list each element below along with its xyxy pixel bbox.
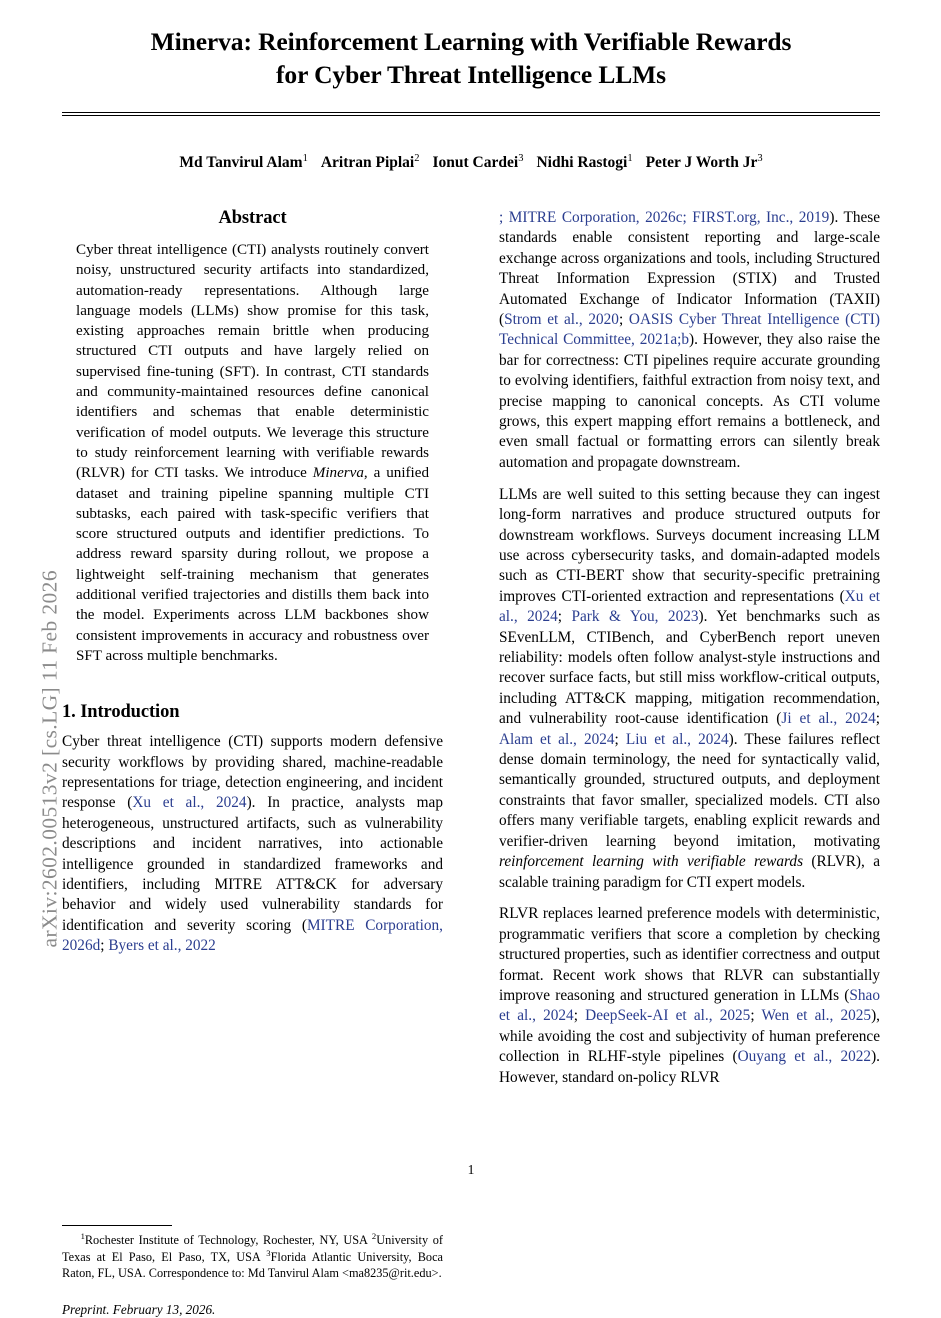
footnote-marker-1: 1 — [80, 1231, 85, 1241]
abstract-text — [62, 240, 443, 666]
preprint-notice: Preprint. February 13, 2026. — [62, 1302, 216, 1318]
citation-link[interactable]: Liu et al., 2024 — [625, 730, 729, 748]
intro-emphasis: reinforcement learning with verifiable rewards — [499, 853, 804, 871]
affiliation-2: University of Texas at El Paso, El Paso, TX, USA — [62, 1233, 443, 1265]
citation-link[interactable]: FIRST.org, Inc., 2019 — [692, 209, 830, 226]
text-run: ; — [618, 311, 629, 329]
citation-link[interactable]: Xu et al., 2024 — [132, 794, 247, 812]
author-list — [62, 151, 880, 172]
citation-link[interactable]: Ouyang et al., 2022 — [737, 1048, 872, 1066]
abstract-emphasis: Minerva — [312, 465, 364, 482]
text-run: ). Yet benchmarks such as SEvenLLM, CTIBench, and CyberBench report uneven reliability: models often follow analyst-style instructions and recover surface facts, but still miss workflow-critical outputs, including ATT&CK mapping, mitigation recommendation, and vulnerability root-cause identification ( — [499, 608, 880, 728]
text-run: ; — [557, 608, 572, 626]
title-rule-thick — [62, 112, 880, 113]
text-run: ). However, they also raise the bar for correctness: CTI pipelines require accurate grounding to evolving identifiers, faithful extraction from noisy text, and precise mapping to canonical concepts. As CTI volume grows, this expert mapping effort remains a bottleneck, and even small factual or formatting errors can silently break automation and propagate downstream. — [499, 331, 880, 471]
citation-link[interactable]: Shao et al., 2024 — [499, 987, 880, 1025]
citation-link[interactable]: Byers et al., 2022 — [108, 937, 216, 955]
footnote-block — [62, 1225, 443, 1318]
affiliation-footnote — [62, 1231, 443, 1281]
abstract-heading: Abstract — [218, 208, 287, 228]
text-run: ). However, standard on-policy RLVR — [499, 1048, 880, 1086]
author-affiliation-marker: 1 — [302, 152, 308, 164]
text-run: RLVR replaces learned preference models with deterministic, programmatic verifiers that score a completion by checking structured properties, such as identifier correctness and output format. Recent work shows that RLVR can substantially improve reasoning and structured generation in LLMs ( — [499, 905, 880, 1005]
citation-link[interactable]: Park & You, 2023 — [571, 608, 699, 626]
author-entry — [321, 154, 420, 171]
citation-link[interactable]: Wen et al., 2025 — [761, 1007, 872, 1025]
text-run: ; — [100, 937, 109, 955]
affiliation-1: Rochester Institute of Technology, Rochester, NY, USA — [84, 1233, 372, 1248]
author-name: Ionut Cardei — [432, 153, 519, 171]
citation-link: ; — [499, 209, 509, 226]
intro-paragraph-1-continued — [499, 208, 880, 473]
page-number: 1 — [467, 1162, 475, 1177]
citation-link[interactable]: Alam et al., 2024 — [499, 730, 615, 748]
paper-page — [62, 0, 881, 1318]
title-rule-thin — [62, 115, 880, 116]
citation-link[interactable]: b — [681, 331, 690, 349]
author-affiliation-marker: 2 — [414, 152, 420, 164]
author-name: Nidhi Rastogi — [536, 153, 628, 171]
title-line-1: Minerva: Reinforcement Learning with Verifiable Rewards — [150, 27, 792, 56]
author-name: Peter J Worth Jr — [645, 153, 758, 171]
page-title — [62, 26, 880, 91]
text-run: ; — [677, 331, 682, 349]
text-run: ). These failures reflect dense domain terminology, the need for syntactically valid, semantically grounded, structured outputs, and deployment constraints that favor smaller, specialized models. CTI also offers many verifiable targets, enabling explicit rewards and verifier-driven learning beyond imitation, motivating — [499, 730, 880, 850]
abstract-part-1: Cyber threat intelligence (CTI) analysts routinely convert noisy, unstructured security artifacts into standardized, automation-ready representations. Although large language models (LLMs) show promise for this task, existing approaches remain brittle when producing structured CTI outputs and have largely relied on supervised fine-tuning (SFT). In contrast, CTI standards and community-maintained resources define canonical identifiers and schemas that enable deterministic verification of model outputs. We leverage this structure to study reinforcement learning with verifiable rewards (RLVR) for CTI tasks. We introduce — [76, 242, 429, 482]
author-entry — [536, 154, 632, 171]
footnote-marker-2: 2 — [371, 1231, 377, 1241]
arxiv-identifier-stamp: arXiv:2602.00513v2 [cs.LG] 11 Feb 2026 — [37, 570, 62, 948]
citation-link[interactable]: Strom et al., 2020 — [504, 311, 619, 329]
citation-link[interactable]: MITRE Corporation, 2026d — [62, 916, 443, 955]
author-entry — [646, 154, 763, 171]
intro-paragraph-1 — [62, 732, 443, 956]
text-run: ; — [750, 1007, 762, 1025]
text-run: ; — [875, 710, 880, 728]
text-run: ; — [614, 730, 626, 748]
author-name: Aritran Piplai — [320, 153, 415, 171]
author-affiliation-marker: 1 — [627, 152, 633, 164]
text-run: ; — [573, 1007, 586, 1025]
author-name: Md Tanvirul Alam — [179, 153, 303, 171]
text-run: LLMs are well suited to this setting because they can ingest long-form narratives and produce structured outputs for downstream workflows. Surveys document increasing LLM use across cybersecurity tasks, and domain-adapted models such as CTI-BERT show that security-specific pretraining improves CTI-oriented extraction and representations ( — [499, 485, 880, 605]
affiliation-3: Florida Atlantic University, Boca Raton, FL, USA. Correspondence to: Md Tanvirul Alam <ma8235@rit.edu>. — [62, 1250, 443, 1281]
right-column — [499, 208, 880, 1100]
footnote-marker-3: 3 — [266, 1248, 271, 1259]
intro-paragraph-3 — [499, 904, 880, 1088]
intro-paragraph-2 — [499, 485, 880, 893]
text-run: ). These standards enable consistent reporting and large-scale exchange across organizations and tools, including Structured Threat Information Expression (STIX) and Trusted Automated Exchange of Indicator Information (TAXII) ( — [499, 209, 881, 329]
footnote-divider — [62, 1225, 172, 1226]
citation-link[interactable]: Ji et al., 2024 — [781, 710, 876, 728]
author-affiliation-marker: 3 — [757, 152, 763, 164]
text-run: (RLVR), a scalable training paradigm for CTI expert models. — [499, 853, 880, 891]
author-entry — [179, 154, 307, 171]
citation-link[interactable]: OASIS Cyber Threat Intelligence (CTI) Technical Committee, 2021a — [499, 311, 880, 349]
body-columns — [62, 208, 881, 1318]
text-run: Cyber threat intelligence (CTI) supports modern defensive security workflows by providing shared, machine-readable representations for triage, detection engineering, and incident response ( — [62, 733, 443, 812]
title-block — [62, 0, 880, 173]
citation-link[interactable]: MITRE Corporation, 2026c — [508, 209, 683, 226]
title-line-2: for Cyber Threat Intelligence LLMs — [276, 59, 666, 89]
section-heading-introduction: 1. Introduction — [62, 702, 180, 723]
text-run: ; — [682, 209, 693, 226]
text-run: ), while avoiding the cost and subjectivity of human preference collection in RLHF-style pipelines ( — [499, 1007, 880, 1066]
citation-link[interactable]: Xu et al., 2024 — [499, 587, 880, 626]
text-run: ). In practice, analysts map heterogeneous, unstructured artifacts, such as vulnerability descriptions and incident narratives, into actionable intelligence grounded in standardized frameworks and identifiers, including MITRE ATT&CK for adversary behavior and widely used vulnerability standards for identification and severity scoring ( — [62, 794, 443, 934]
author-entry — [433, 154, 524, 171]
citation-link[interactable]: DeepSeek-AI et al., 2025 — [585, 1007, 751, 1025]
author-affiliation-marker: 3 — [518, 152, 524, 164]
abstract-part-2: , a unified dataset and training pipeline spanning multiple CTI subtasks, each paired with task-specific verifiers that score structured outputs and identifier predictions. To address reward sparsity during rollout, we propose a lightweight self-training mechanism that generates additional verified trajectories and distills them back into the model. Experiments across LLM backbones show consistent improvements in accuracy and robustness over SFT across multiple benchmarks. — [76, 465, 429, 664]
left-column — [62, 208, 443, 1318]
